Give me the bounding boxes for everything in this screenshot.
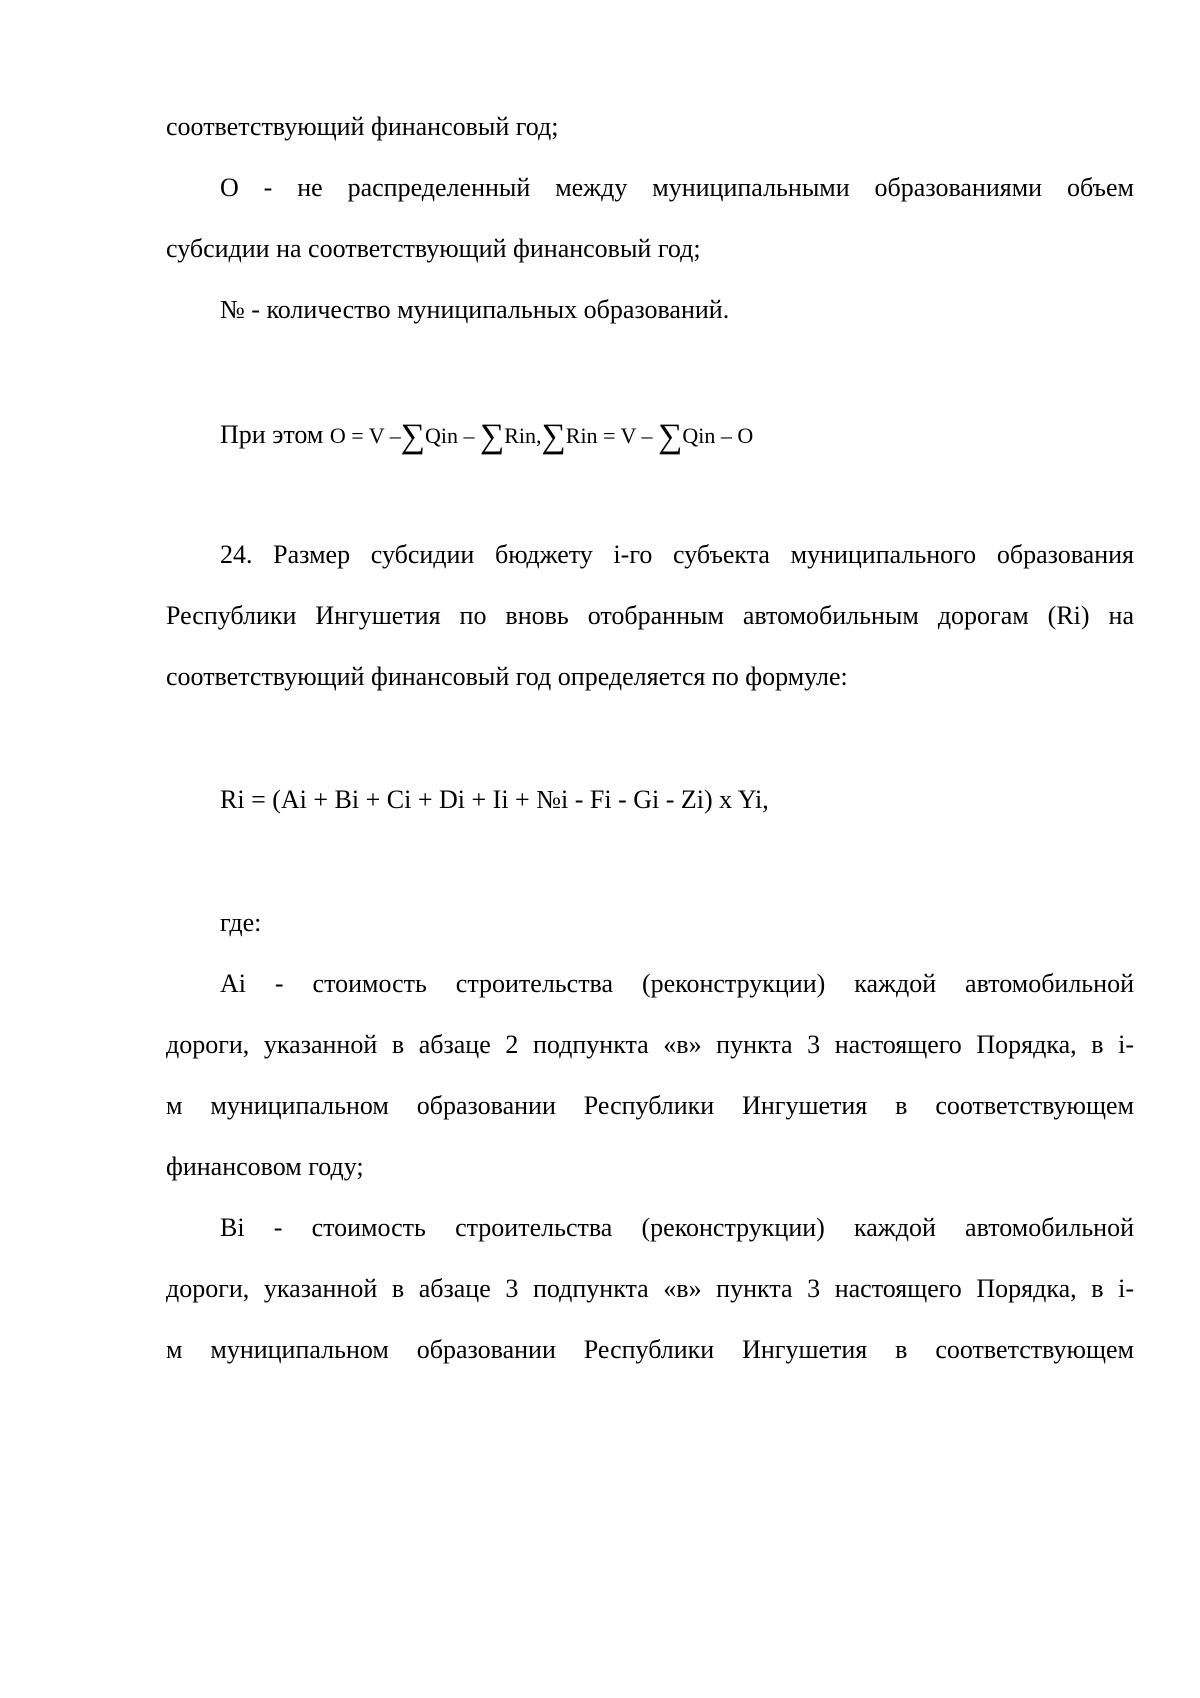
text-line: дороги, указанной в абзаце 3 подпункта «в» пункта 3 настоящего Порядка, в i- — [166, 1274, 1134, 1303]
text-line: финансовом году; — [166, 1152, 364, 1181]
text-line: Ai - стоимость строительства (реконструкции) каждой автомобильной — [220, 969, 1134, 998]
text-line: соответствующий финансовый год; — [166, 112, 559, 141]
sum-symbol: ∑ — [541, 418, 566, 455]
sum-symbol: ∑ — [658, 418, 683, 455]
text-line: Республики Ингушетия по вновь отобранным автомобильным дорогам (Ri) на — [166, 601, 1134, 630]
formula-prefix: При этом — [220, 420, 324, 449]
formula-part: O = V – — [329, 423, 401, 448]
text-line: где: — [220, 908, 262, 937]
formula-line — [220, 418, 753, 454]
balance-formula — [329, 418, 754, 455]
text-line: № - количество муниципальных образований. — [220, 295, 730, 324]
text-line: соответствующий финансовый год определяется по формуле: — [166, 662, 848, 691]
formula-part: Rin, — [504, 423, 542, 448]
formula-part: Qin – O — [682, 423, 754, 448]
sum-symbol: ∑ — [400, 418, 425, 455]
text-line: Bi - стоимость строительства (реконструкции) каждой автомобильной — [220, 1213, 1134, 1242]
formula-part: Rin = V – — [565, 423, 653, 448]
sum-symbol: ∑ — [479, 418, 505, 455]
text-line: м муниципальном образовании Республики Ингушетия в соответствующем — [166, 1091, 1134, 1120]
text-line: субсидии на соответствующий финансовый год; — [166, 234, 701, 263]
text-line: О - не распределенный между муниципальными образованиями объем — [220, 173, 1134, 202]
formula-part: Qin – — [424, 423, 475, 448]
text-line: 24. Размер субсидии бюджету i-го субъекта муниципального образования — [220, 540, 1134, 569]
text-line: м муниципальном образовании Республики Ингушетия в соответствующем — [166, 1335, 1134, 1364]
text-line: дороги, указанной в абзаце 2 подпункта «в» пункта 3 настоящего Порядка, в i- — [166, 1030, 1134, 1059]
formula-line: Ri = (Ai + Bi + Ci + Di + Ii + №i - Fi - Gi - Zi) x Yi, — [220, 785, 769, 814]
